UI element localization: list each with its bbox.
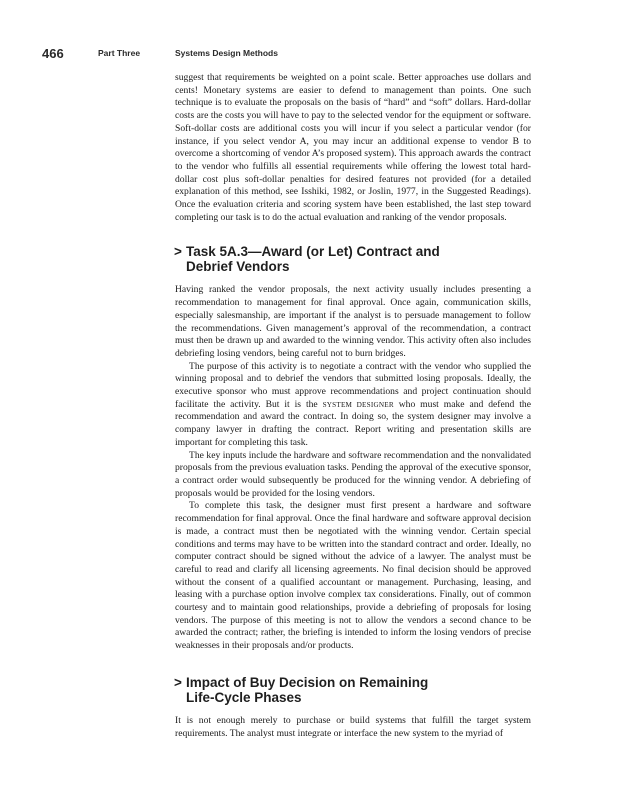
paragraph-hard-soft-dollars: suggest that requirements be weighted on a point scale. Better approaches use dollars and cents! Monetary systems are easier to defend to management than points. One such technique is to evaluate the proposals on the basis of “hard” and “soft” dollars. Hard-dollar costs are the costs you will have to pay to the selected vendor for the equipment or software. Soft-dollar costs are additional costs you will incur if you select a particular vendor (for instance, if you select vendor A, you may incur an additional expense to vendor B to overcome a shortcoming of vendor A’s proposed system). This approach awards the contract to the vendor who fulfills all essential requirements while offering the lowest total hard-dollar cost plus soft-dollar penalties for desired features not provided (for a detailed explanation of this method, see Isshiki, 1982, or Joslin, 1977, in the Suggested Readings). Once the evaluation criteria and scoring system have been established, the last step toward completing our task is to do the actual evaluation and ranking of the vendor proposals. <box>175 72 531 223</box>
paragraph-complete-task: To complete this task, the designer must first present a hardware and software recommendation for final approval. Once the final hardware and software approval decision is made, a contract must then be negotiated with the winning vendor. Certain special conditions and terms may have to be written into the standard contract and order. Ideally, no computer contract should be signed without the advice of a lawyer. The analyst must be careful to read and clarify all licensing agreements. No final decision should be approved without the consent of a qualified accountant or management. Purchasing, leasing, and leasing with a purchase option involve complex tax considerations. Finally, out of common courtesy and to maintain good relationships, provide a debriefing of proposals for losing vendors. The purpose of this meeting is not to allow the vendors a second chance to be awarded the contract; rather, the briefing is intended to inform the losing vendors of precise weaknesses in their proposals and/or products. <box>175 500 531 652</box>
paragraph-purpose <box>175 361 531 450</box>
heading-arrow-icon: > <box>174 244 182 260</box>
paragraph-ranking-proposals: Having ranked the vendor proposals, the next activity usually includes presenting a recommendation to management for final approval. Once again, communication skills, especially salesmanship, are important if the analyst is to persuade management to follow the recommendations. Given management’s approval of the recommendation, a contract must then be drawn up and awarded to the winning vendor. This activity often also includes debriefing losing vendors, being careful not to burn bridges. <box>175 284 531 359</box>
section-heading-task-5a3 <box>175 244 531 274</box>
chapter-title: Systems Design Methods <box>175 48 278 58</box>
paragraph-purpose-part-a: The purpose of this activity is to negotiate a contract with the vendor who supplied the winning proposal and to debrief the vendors that submitted losing proposals. Ideally, the executive sponsor who must approve recommendations and project continuation should facilitate the activity. But it is the <box>175 360 531 410</box>
page-header <box>42 46 579 62</box>
heading-line-2: Debrief Vendors <box>186 259 290 275</box>
term-system-designer: SYSTEM DESIGNER <box>322 400 394 409</box>
paragraph-integration: It is not enough merely to purchase or build systems that fulfill the target system requirements. The analyst must integrate or interface the new system to the myriad of <box>175 714 531 739</box>
paragraph-key-inputs: The key inputs include the hardware and software recommendation and the nonvalidated proposals from the previous evaluation tasks. Pending the approval of the executive sponsor, a contract order would subsequently be produced for the winning vendor. A debriefing of proposals would be provided for the losing vendors. <box>175 449 531 499</box>
heading-line-1: Task 5A.3—Award (or Let) Contract and <box>186 244 440 260</box>
heading-arrow-icon: > <box>174 674 182 690</box>
heading-line-2: Life-Cycle Phases <box>186 689 302 705</box>
page-number: 466 <box>42 46 64 61</box>
part-label: Part Three <box>98 48 141 58</box>
paragraph-purpose-part-b: who must make and defend the recommendation and award the contract. In doing so, the system designer may involve a company lawyer in drafting the contract. Report writing and presentation skills are important for completing this task. <box>175 398 531 448</box>
section-heading-impact-buy-decision <box>175 675 531 705</box>
heading-line-1: Impact of Buy Decision on Remaining <box>186 674 429 690</box>
page-body <box>175 72 531 740</box>
